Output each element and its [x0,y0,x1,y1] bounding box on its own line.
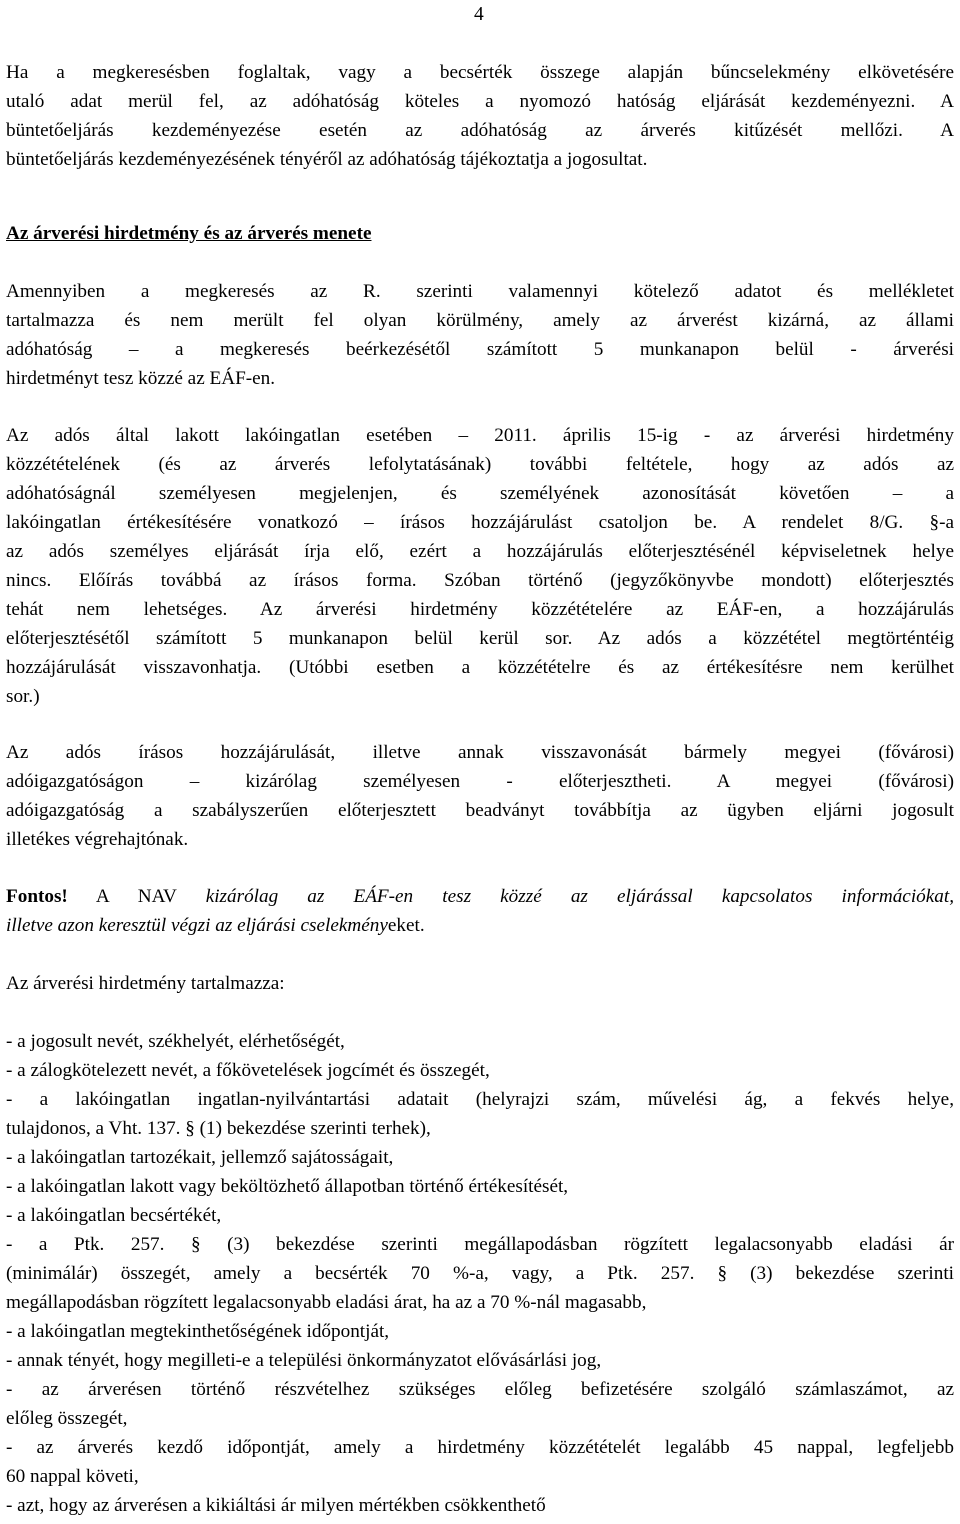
paragraph-consent-withdrawal [6,738,954,854]
important-notice [6,882,954,940]
text-line: büntetőeljárás kezdeményezése esetén az adóhatóság az árverés kitűzését mellőzi. A [6,120,954,141]
list-item: - az árverésen történő részvételhez szükséges előleg befizetésére szolgáló számlaszámot, az [6,1379,954,1400]
notice-italic-text: illetve azon keresztül végzi az eljárási cselekmény [6,915,388,936]
text-line: sor.) [6,686,40,707]
list-item: - a lakóingatlan tartozékait, jellemző sajátosságait, [6,1147,394,1168]
list-item: 60 nappal követi, [6,1466,139,1487]
text-line [6,882,954,911]
list-item: - a zálogkötelezett nevét, a főkövetelések jogcímét és összegét, [6,1060,490,1081]
paragraph-inhabited-property [6,421,954,711]
text-line: előterjesztésétől számított 5 munkanapon belül kerül sor. Az adós a közzététel megtörténtéig [6,628,954,649]
paragraph-criminal-proceedings [6,58,954,174]
section-heading: Az árverési hirdetmény és az árverés menete [6,223,372,244]
text-line: adóigazgatóság a szabályszerűen előterjesztett beadványt továbbítja az ügyben eljárni jogosult [6,800,954,821]
text-line: adóhatóság – a megkeresés beérkezésétől számított 5 munkanapon belül - árverési [6,339,954,360]
text-line: adóhatóságnál személyesen megjelenjen, és személyének azonosítását követően – a [6,483,954,504]
list-item: - a lakóingatlan megtekinthetőségének időpontját, [6,1321,390,1342]
text-line: Az adós által lakott lakóingatlan esetében – 2011. április 15-ig - az árverési hirdetmény [6,425,954,446]
list-item: - a lakóingatlan becsértékét, [6,1205,222,1226]
list-item: - az árverés kezdő időpontját, amely a hirdetmény közzétételét legalább 45 nappal, legfeljebb [6,1437,954,1458]
text-line: az adós személyes eljárását írja elő, ezért a hozzájárulás előterjesztésénél képviseletnek helye [6,541,954,562]
list-item: - azt, hogy az árverésen a kikiáltási ár milyen mértékben csökkenthető [6,1495,546,1516]
list-item: megállapodásban rögzített legalacsonyabb eladási árat, ha az a 70 %-nál magasabb, [6,1292,647,1313]
page-number: 4 [474,4,484,25]
list-item: tulajdonos, a Vht. 137. § (1) bekezdése szerinti terhek), [6,1118,431,1139]
text-line: hirdetményt tesz közzé az EÁF-en. [6,368,276,389]
text-line: Ha a megkeresésben foglaltak, vagy a becsérték összege alapján bűncselekmény elkövetésére [6,62,954,83]
text-line: büntetőeljárás kezdeményezésének tényéről az adóhatóság tájékoztatja a jogosultat. [6,149,648,170]
notice-label: Fontos! [6,886,68,907]
text-line: nincs. Előírás továbbá az írásos forma. Szóban történő (jegyzőkönyvbe mondott) előterjesztés [6,570,954,591]
text-line: adóigazgatóságon – kizárólag személyesen - előterjesztheti. A megyei (fővárosi) [6,771,954,792]
text-line: Amennyiben a megkeresés az R. szerinti valamennyi kötelező adatot és mellékletet [6,281,954,302]
text-line: lakóingatlan értékesítésére vonatkozó – írásos hozzájárulást csatoljon be. A rendelet 8/G. §-a [6,512,954,533]
list-intro: Az árverési hirdetmény tartalmazza: [6,973,285,994]
text-line: tehát nem lehetséges. Az árverési hirdetmény közzétételére az EÁF-en, a hozzájárulás [6,599,954,620]
text-line: hozzájárulását visszavonhatja. (Utóbbi esetben a közzétételre és az értékesítésre nem kerülhet [6,657,954,678]
list-item: - a lakóingatlan lakott vagy beköltözhető állapotban történő értékesítését, [6,1176,569,1197]
notice-italic-text: kizárólag az EÁF-en tesz közzé az eljárással kapcsolatos információkat, [205,886,954,907]
list-item: - a Ptk. 257. § (3) bekezdése szerinti megállapodásban rögzített legalacsonyabb eladási ár [6,1234,954,1255]
text-line: közzétételének (és az árverés lefolytatásának) további feltétele, hogy az adós az [6,454,954,475]
text-line: tartalmazza és nem merült fel olyan körülmény, amely az árverést kizárná, az állami [6,310,954,331]
list-item: előleg összegét, [6,1408,128,1429]
text-line: Az adós írásos hozzájárulását, illetve annak visszavonását bármely megyei (fővárosi) [6,742,954,763]
text-line: utaló adat merül fel, az adóhatóság köteles a nyomozó hatóság eljárását kezdeményezni. A [6,91,954,112]
text-line [6,911,954,940]
list-item: - a jogosult nevét, székhelyét, elérhetőségét, [6,1031,345,1052]
notice-agency: A NAV [95,886,177,907]
list-item: (minimálár) összegét, amely a becsérték 70 %-a, vagy, a Ptk. 257. § (3) bekezdése szerinti [6,1263,954,1284]
list-item: - a lakóingatlan ingatlan-nyilvántartási adatait (helyrajzi szám, művelési ág, a fekvés helye, [6,1089,954,1110]
list-item: - annak tényét, hogy megilleti-e a települési önkormányzatot elővásárlási jog, [6,1350,602,1371]
paragraph-announcement [6,277,954,393]
notice-tail: eket. [387,915,425,936]
text-line: illetékes végrehajtónak. [6,829,189,850]
announcement-content-list [6,1027,954,1520]
